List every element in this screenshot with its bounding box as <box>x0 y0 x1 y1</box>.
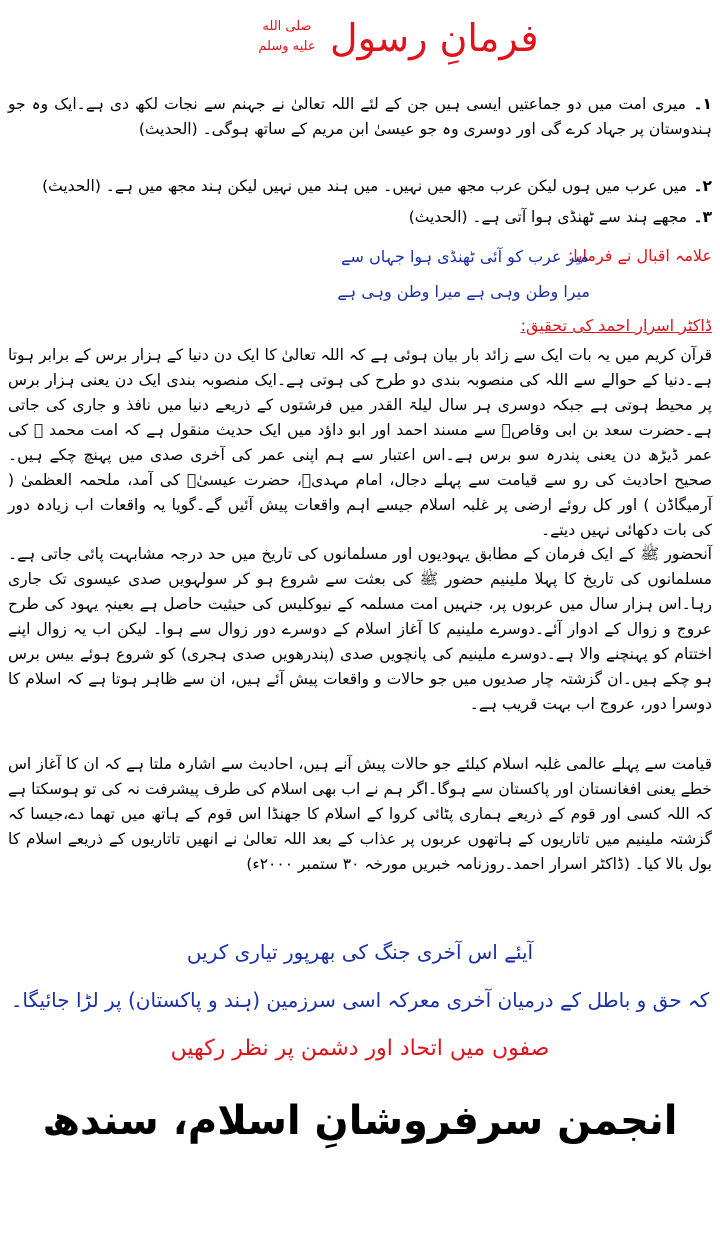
hadith-text: مجھے ہند سے ٹھنڈی ہوا آتی ہے۔ (الحدیث) <box>408 208 688 226</box>
dr-israr-paragraph-1: قرآن کریم میں یہ بات ایک سے زائد بار بیان ہوئی ہے کہ اللہ تعالیٰ کا ایک دن دنیا کے ہزار برس کے برابر ہوتا ہے۔دنیا کے حوالے سے اللہ کی منصوبہ بندی دو طرح کی ہوتی ہے۔ایک منصوبہ بندی ایک دن یعنی ہزار برس پر محیط ہوتی ہے جبکہ دوسری ہر سال لیلۃ القدر میں فرشتوں کے ذریعے دنیا میں نافذ و جاری کی جاتی ہے۔حضرت سعد بن ابی وقاصؓ سے مسند احمد اور ابو داؤد میں ایک حدیث منقول ہے کہ امت محمد ﷺ کی عمر ڈیڑھ دن یعنی پندرہ سو برس ہے۔اس اعتبار سے ہم اپنی عمر کی آخری صدی میں پہنچ چکے ہیں۔ صحیح احادیث کی رو سے قیامت سے پہلے دجال، امام مہدیؑ، حضرت عیسیٰؑ کی آمد، ملحمہ العظمیٰ ( آرمیگاڈن ) اور کل روئے ارضی پر غلبہ اسلام جیسے اہم واقعات پیش آئیں گے۔گویا یہ واقعات اب زیادہ دور کی بات دکھائی نہیں دیتے۔ <box>8 346 712 539</box>
paragraph-text: قیامت سے پہلے عالمی غلبہ اسلام کیلئے جو حالات پیش آنے ہیں، احادیث سے اشارہ ملتا ہے کہ ان کا آغاز اس خطے یعنی افغانستان اور پاکستان سے ہوگا۔اگر ہم نے اب بھی اسلام کی طرف پیشرفت نہ کی تو ہوسکتا ہے کہ اللہ کسی اور قوم کے ذریعے ہماری پٹائی کروا کے اسلام کا جھنڈا اس قوم کے ہاتھ میں تھما دے،جیسا کہ گزشتہ ملینیم میں تاتاریوں کے ہاتھوں عربوں پر عذاب کے بعد اللہ تعالیٰ نے انھیں تاتاریوں کے ذریعے اسلام کا بول بالا کیا۔ <box>8 755 712 873</box>
hadith-number: ۱۔ <box>693 95 712 113</box>
citation: (ڈاکٹر اسرار احمد۔روزنامہ خبریں مورخہ ۳۰ ستمبر ۲۰۰۰ء) <box>246 855 630 873</box>
hadith-number: ۲۔ <box>693 177 712 195</box>
hadith-number: ۳۔ <box>693 208 712 226</box>
title-block <box>0 6 720 70</box>
dr-israr-label: ڈاکٹر اسرار احمد کی تحقیق: <box>520 316 712 335</box>
closing-line-1: آیئے اس آخری جنگ کی بھرپور تیاری کریں <box>186 940 534 964</box>
organization-name: انجمن سرفروشانِ اسلام، سندھ <box>42 1098 678 1144</box>
svg-text:صلى الله: صلى الله <box>262 19 312 34</box>
hadith-2 <box>8 174 712 199</box>
hadith-text: میں عرب میں ہوں لیکن عرب مجھ میں نہیں۔ میں ہند میں نہیں لیکن ہند مجھ میں ہے۔ (الحدیث) <box>42 177 688 195</box>
closing-slogan: صفوں میں اتحاد اور دشمن پر نظر رکھیں <box>170 1036 550 1061</box>
hadith-1 <box>8 92 712 142</box>
page-title: فرمانِ رسول <box>330 16 539 60</box>
calligraphy-seal <box>252 10 322 60</box>
hadith-text: میری امت میں دو جماعتیں ایسی ہیں جن کے لئے اللہ تعالیٰ نے جہنم سے نجات لکھ دی ہے۔ایک وہ جو ہندوستان پر جہاد کرے گی اور دوسری وہ جو عیسیٰ ابن مریم کے ساتھ ہوگی۔ (الحدیث) <box>8 95 712 138</box>
hadith-3 <box>8 205 712 230</box>
dr-israr-paragraph-2: آنحضور ﷺ کے ایک فرمان کے مطابق یہودیوں اور مسلمانوں کی تاریخ میں حد درجہ مشابہت پائی جاتی ہے۔ مسلمانوں کی تاریخ کا پہلا ملینیم حضور ﷺ کی بعثت سے شروع ہو کر سولہویں صدی عیسوی تک جاری رہا۔اس ہزار سال میں عربوں پر، جنہیں امت مسلمہ کے نیوکلیس کی حیثیت حاصل ہے بعینہٖ یہود کی طرح عروج و زوال کے ادوار آئے۔دوسرے ملینیم کا آغاز اسلام کے دوسرے دور زوال سے ہوا۔ لیکن اب یہ زوال اپنے اختتام کو پہنچنے والا ہے۔دوسرے ملینیم کی پانچویں صدی (پندرھویں صدی ہجری) کو شروع ہوئے بیس برس ہو چکے ہیں۔ان گزشتہ چار صدیوں میں جو حالات و واقعات پیش آئے ہیں، ان سے ظاہر ہوتا ہے کہ اسلام کا دوسرا دور، عروج اب بہت قریب ہے۔ <box>8 545 712 713</box>
closing-line-2: کہ حق و باطل کے درمیان آخری معرکہ اسی سرزمین (ہند و پاکستان) پر لڑا جائیگا۔ <box>10 988 710 1012</box>
iqbal-verse-2: میرا وطن وہی ہے میرا وطن وہی ہے <box>337 282 590 301</box>
svg-text:عليه وسلم: عليه وسلم <box>258 39 316 54</box>
iqbal-label: علامہ اقبال نے فرمایا: <box>567 246 712 265</box>
iqbal-verse-1: میر عرب کو آئی ٹھنڈی ہوا جہاں سے <box>341 247 589 266</box>
dr-israr-paragraph-3 <box>8 752 712 877</box>
